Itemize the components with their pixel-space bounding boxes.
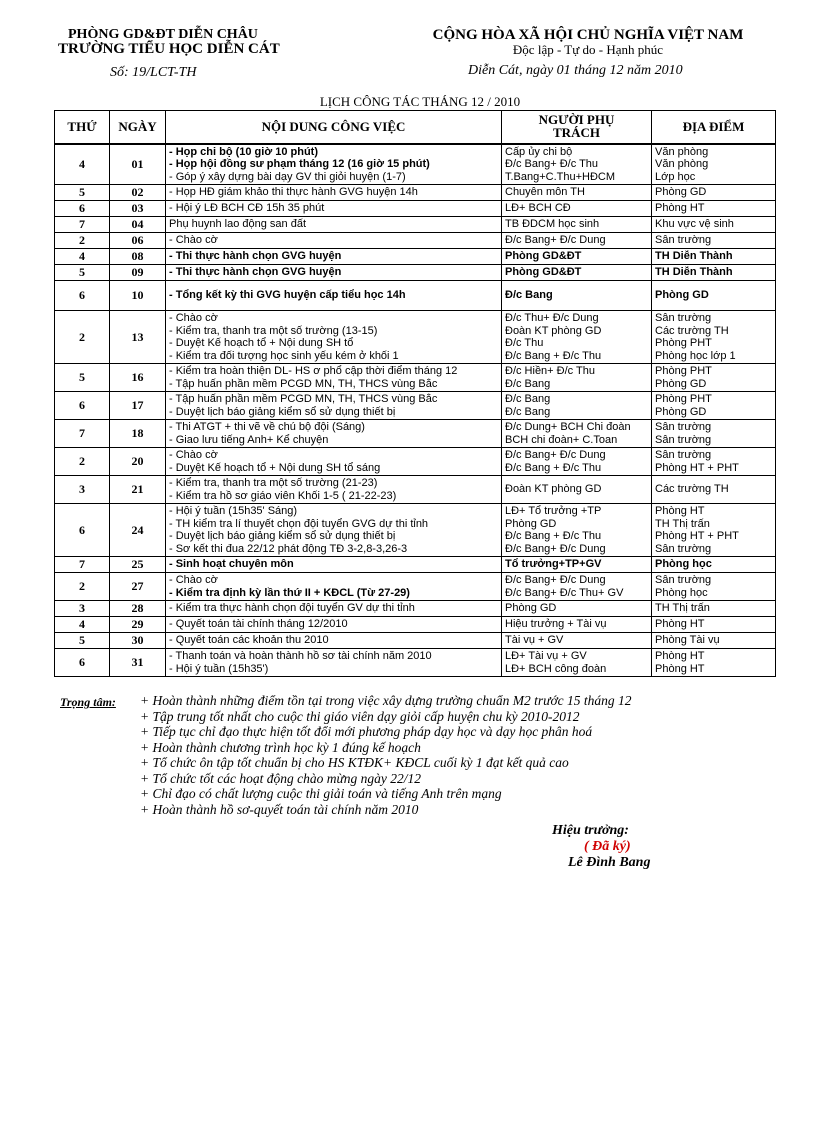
cell-ngay: 29: [110, 617, 166, 633]
cell-thu: 5: [55, 265, 110, 281]
cell-nd: [166, 311, 502, 364]
col-header-ngay: NGÀY: [110, 111, 166, 145]
cell-line: Đ/c Bang+ Đ/c Thu: [505, 158, 599, 171]
cell-line: Chuyên môn TH: [505, 186, 585, 199]
cell-line: - Tổng kết kỳ thi GVG huyện cấp tiểu học 14h: [169, 289, 406, 302]
cell-line: Đ/c Bang+ Đ/c Dung: [505, 574, 606, 586]
cell-nd: [166, 476, 502, 504]
focus-item: + Hoàn thành hồ sơ-quyết toán tài chính năm 2010: [140, 801, 419, 817]
cell-line: - Tập huấn phần mềm PCGD MN, TH, THCS vùng Bắc: [169, 393, 438, 405]
focus-item: + Hoàn thành chương trình học kỳ 1 đúng kế hoạch: [140, 739, 421, 755]
cell-ng: [502, 448, 652, 476]
cell-dd: [652, 144, 776, 185]
cell-line: - Họp hội đồng sư phạm tháng 12 (16 giờ 15 phút): [169, 158, 430, 171]
cell-dd: [652, 420, 776, 448]
cell-line: - Kiểm tra, thanh tra một số trường (21-23): [169, 477, 378, 489]
cell-thu: 6: [55, 201, 110, 217]
schedule-table: [54, 110, 776, 677]
focus-label: Trọng tâm:: [60, 695, 116, 709]
cell-line: - Thanh toán và hoàn thành hồ sơ tài chính năm 2010: [169, 650, 432, 662]
cell-ng: [502, 217, 652, 233]
cell-line: Đ/c Bang: [505, 289, 553, 302]
cell-ng: [502, 633, 652, 649]
cell-line: Sân trường: [655, 449, 712, 461]
cell-dd: [652, 504, 776, 557]
focus-item: + Tổ chức tốt các hoạt động chào mừng ngày 22/12: [140, 770, 422, 786]
cell-ng: [502, 185, 652, 201]
cell-ngay: 03: [110, 201, 166, 217]
cell-line: Phòng GD&ĐT: [505, 266, 582, 279]
cell-line: - Sinh hoạt chuyên môn: [169, 558, 294, 571]
cell-line: - Thi ATGT + thi vẽ về chú bộ đội (Sáng): [169, 421, 365, 433]
cell-line: LĐ+ BCH CĐ: [505, 202, 571, 215]
cell-ng: [502, 233, 652, 249]
cell-line: Phòng HT + PHT: [655, 530, 739, 542]
cell-thu: 3: [55, 476, 110, 504]
cell-dd: [652, 233, 776, 249]
cell-thu: 6: [55, 392, 110, 420]
cell-nd: [166, 217, 502, 233]
cell-line: Các trường TH: [655, 324, 729, 337]
cell-line: LĐ+ Tổ trưởng +TP: [505, 505, 602, 517]
cell-dd: [652, 649, 776, 677]
cell-thu: 3: [55, 601, 110, 617]
cell-line: - Họp HĐ giám khảo thi thực hành GVG huyện 14h: [169, 186, 418, 199]
cell-line: - Quyết toán các khoản thu 2010: [169, 634, 329, 647]
cell-dd: [652, 311, 776, 364]
table-row: [55, 649, 776, 677]
cell-dd: [652, 185, 776, 201]
cell-line: - Góp ý xây dựng bài dạy GV thi giỏi huyện (1-7): [169, 170, 406, 183]
table-row: [55, 504, 776, 557]
cell-ng: [502, 601, 652, 617]
cell-line: - Kiểm tra hoàn thiện DL- HS ơ phổ cập thời điểm tháng 12: [169, 365, 458, 377]
cell-line: Phòng HT + PHT: [655, 461, 739, 474]
table-row: [55, 281, 776, 311]
cell-line: Đ/c Bang+ Đ/c Dung: [505, 234, 606, 247]
cell-line: Phòng GD: [655, 405, 707, 418]
cell-ng: [502, 201, 652, 217]
cell-ng: [502, 476, 652, 504]
cell-line: - Thi thực hành chọn GVG huyện: [169, 266, 342, 279]
cell-nd: [166, 201, 502, 217]
cell-line: Sân trường: [655, 433, 712, 446]
cell-dd: [652, 573, 776, 601]
cell-thu: 5: [55, 364, 110, 392]
motto: Độc lập - Tự do - Hạnh phúc: [512, 42, 664, 57]
cell-thu: 6: [55, 649, 110, 677]
cell-line: Đ/c Bang+ Đ/c Dung: [505, 449, 606, 461]
cell-ngay: 02: [110, 185, 166, 201]
cell-ngay: 21: [110, 476, 166, 504]
cell-ngay: 10: [110, 281, 166, 311]
cell-dd: [652, 633, 776, 649]
page-title: LỊCH CÔNG TÁC THÁNG 12 / 2010: [319, 94, 521, 109]
signature-signed: ( Đã ký): [584, 839, 631, 854]
cell-line: Đ/c Bang + Đ/c Thu: [505, 530, 602, 542]
cell-dd: [652, 217, 776, 233]
cell-line: Phòng HT: [655, 202, 705, 215]
cell-ngay: 27: [110, 573, 166, 601]
cell-line: - Duyệt lịch báo giảng kiểm sổ sử dụng thiết bị: [169, 405, 396, 418]
cell-line: - Kiểm tra, thanh tra một số trường (13-15): [169, 324, 378, 337]
cell-line: Sân trường: [655, 234, 712, 247]
focus-item: + Tổ chức ôn tập tốt chuẩn bị cho HS KTĐK+ KĐCL cuối kỳ 1 đạt kết quả cao: [140, 755, 569, 770]
cell-nd: [166, 557, 502, 573]
cell-ngay: 04: [110, 217, 166, 233]
table-row: [55, 144, 776, 185]
cell-line: Phòng HT: [655, 662, 705, 675]
cell-line: - Hội ý LĐ BCH CĐ 15h 35 phút: [169, 202, 325, 215]
cell-ngay: 06: [110, 233, 166, 249]
cell-line: Phòng PHT: [655, 337, 712, 349]
cell-line: Phòng HT: [655, 618, 705, 631]
cell-nd: [166, 265, 502, 281]
cell-line: Đ/c Bang: [505, 405, 551, 418]
focus-item: + Hoàn thành những điểm tồn tại trong việc xây dựng trường chuẩn M2 trước 15 tháng 12: [140, 693, 632, 708]
cell-line: Đ/c Thu: [505, 337, 544, 349]
cell-line: - Hội ý tuần (15h35'): [169, 662, 269, 675]
table-row: [55, 420, 776, 448]
cell-thu: 7: [55, 217, 110, 233]
cell-line: LĐ+ BCH công đoàn: [505, 662, 607, 675]
cell-line: TH Diễn Thành: [655, 250, 733, 263]
cell-line: - Tập huấn phần mềm PCGD MN, TH, THCS vùng Bắc: [169, 377, 438, 390]
cell-nd: [166, 448, 502, 476]
cell-ngay: 13: [110, 311, 166, 364]
doc-number: Số: 19/LCT-TH: [110, 65, 197, 80]
cell-thu: 4: [55, 249, 110, 265]
nation-title: CỘNG HÒA XÃ HỘI CHỦ NGHĨA VIỆT NAM: [432, 27, 744, 43]
cell-line: Tổ trưởng+TP+GV: [505, 558, 602, 571]
cell-line: Đ/c Hiền+ Đ/c Thu: [505, 365, 595, 377]
col-header-noi-dung: NỘI DUNG CÔNG VIỆC: [166, 111, 502, 145]
cell-line: - Kiểm tra thực hành chọn đội tuyển GV dự thi tỉnh: [169, 602, 415, 615]
cell-line: Phòng GD: [655, 289, 709, 302]
cell-ngay: 08: [110, 249, 166, 265]
cell-ngay: 01: [110, 144, 166, 185]
cell-dd: [652, 201, 776, 217]
cell-line: Phòng GD: [505, 517, 557, 530]
cell-line: Phòng PHT: [655, 393, 712, 405]
table-row: [55, 249, 776, 265]
cell-line: Đ/c Bang + Đ/c Thu: [505, 461, 602, 474]
cell-line: T.Bang+C.Thu+HĐCM: [505, 170, 616, 183]
focus-list: [140, 693, 632, 817]
cell-nd: [166, 649, 502, 677]
cell-thu: 7: [55, 557, 110, 573]
cell-ng: [502, 617, 652, 633]
cell-line: Đ/c Bang + Đ/c Thu: [505, 349, 602, 362]
cell-line: Sân trường: [655, 542, 712, 555]
cell-thu: 7: [55, 420, 110, 448]
cell-nd: [166, 601, 502, 617]
cell-thu: 5: [55, 633, 110, 649]
cell-line: Đ/c Dung+ BCH Chi đoàn: [505, 421, 631, 433]
table-row: [55, 557, 776, 573]
cell-nd: [166, 504, 502, 557]
table-row: [55, 311, 776, 364]
table-row: [55, 265, 776, 281]
cell-line: - Quyết toán tài chính tháng 12/2010: [169, 618, 348, 631]
table-row: [55, 617, 776, 633]
header-right: [398, 28, 778, 79]
cell-line: Sân trường: [655, 421, 712, 433]
cell-dd: [652, 281, 776, 311]
cell-nd: [166, 233, 502, 249]
cell-line: Phòng GD&ĐT: [505, 250, 582, 263]
table-row: [55, 392, 776, 420]
signature-name: Lê Đình Bang: [568, 855, 651, 870]
cell-line: Khu vực vệ sinh: [655, 218, 734, 231]
cell-thu: 5: [55, 185, 110, 201]
cell-line: Đ/c Bang: [505, 393, 551, 405]
cell-line: Phụ huynh lao động san đất: [169, 218, 307, 231]
cell-thu: 4: [55, 144, 110, 185]
cell-ng: [502, 573, 652, 601]
table-row: [55, 233, 776, 249]
cell-line: - TH kiểm tra lí thuyết chọn đội tuyển GVG dự thi tỉnh: [169, 517, 429, 530]
cell-line: Phòng GD: [655, 377, 707, 390]
cell-nd: [166, 144, 502, 185]
cell-nd: [166, 573, 502, 601]
cell-line: - Kiểm tra hồ sơ giáo viên Khối 1-5 ( 21-22-23): [169, 489, 397, 502]
cell-thu: 2: [55, 311, 110, 364]
cell-line: Phòng HT: [655, 505, 705, 517]
cell-ng: [502, 311, 652, 364]
focus-item: + Tiếp tục chỉ đạo thực hiện tốt đổi mới phương pháp dạy học và dạy học phân hoá: [140, 724, 593, 739]
cell-line: Sân trường: [655, 574, 712, 586]
cell-ngay: 16: [110, 364, 166, 392]
cell-ngay: 18: [110, 420, 166, 448]
cell-line: TB ĐDCM học sinh: [505, 218, 600, 231]
cell-dd: [652, 249, 776, 265]
cell-nd: [166, 633, 502, 649]
cell-line: - Chào cờ: [169, 449, 218, 461]
cell-line: Phòng Tài vụ: [655, 634, 720, 647]
cell-nd: [166, 249, 502, 265]
cell-ngay: 09: [110, 265, 166, 281]
cell-line: - Hội ý tuần (15h35' Sáng): [169, 505, 298, 517]
cell-line: - Chào cờ: [169, 234, 218, 247]
header-left: [58, 28, 348, 81]
cell-line: - Thi thực hành chọn GVG huyện: [169, 250, 342, 263]
cell-dd: [652, 476, 776, 504]
cell-ng: [502, 144, 652, 185]
table-row: [55, 185, 776, 201]
col-header-thu: THỨ: [55, 111, 110, 145]
cell-dd: [652, 557, 776, 573]
cell-line: Phòng PHT: [655, 365, 712, 377]
table-row: [55, 364, 776, 392]
cell-ngay: 31: [110, 649, 166, 677]
cell-line: Lớp học: [655, 170, 696, 183]
cell-nd: [166, 617, 502, 633]
table-header-row: [55, 111, 776, 145]
cell-line: Đ/c Bang+ Đ/c Thu+ GV: [505, 586, 624, 599]
cell-line: LĐ+ Tài vụ + GV: [505, 650, 587, 662]
cell-line: Đoàn KT phòng GD: [505, 483, 602, 496]
cell-line: - Chào cờ: [169, 312, 218, 324]
cell-line: - Họp chi bộ (10 giờ 10 phút): [169, 145, 318, 158]
cell-ng: [502, 281, 652, 311]
cell-line: - Duyệt Kế hoạch tổ + Nội dung SH tổ: [169, 337, 354, 349]
cell-thu: 2: [55, 233, 110, 249]
cell-line: TH Thị trấn: [655, 517, 710, 530]
cell-line: - Duyệt Kế hoạch tổ + Nội dung SH tổ sáng: [169, 461, 381, 474]
cell-ngay: 28: [110, 601, 166, 617]
signature-block: [540, 823, 650, 871]
table-row: [55, 201, 776, 217]
cell-line: BCH chi đoàn+ C.Toan: [505, 433, 618, 446]
cell-dd: [652, 617, 776, 633]
cell-ngay: 17: [110, 392, 166, 420]
org-line2: TRƯỜNG TIỂU HỌC DIỄN CÁT: [58, 41, 280, 57]
cell-ng: [502, 364, 652, 392]
table-row: [55, 217, 776, 233]
cell-nd: [166, 281, 502, 311]
focus-item: + Tập trung tốt nhất cho cuộc thi giáo viên dạy giỏi cấp huyện chu kỳ 2010-2012: [140, 708, 580, 724]
cell-line: Các trường TH: [655, 483, 729, 496]
cell-ng: [502, 557, 652, 573]
cell-dd: [652, 392, 776, 420]
cell-ng: [502, 249, 652, 265]
cell-line: Đ/c Bang+ Đ/c Dung: [505, 542, 606, 555]
cell-line: - Kiểm tra định kỳ lần thứ II + KĐCL (Từ 27-29): [169, 586, 410, 599]
cell-line: TH Diễn Thành: [655, 266, 733, 279]
cell-line: Phòng học lớp 1: [655, 349, 736, 362]
cell-line: TH Thị trấn: [655, 602, 710, 615]
cell-line: Sân trường: [655, 312, 712, 324]
table-row: [55, 573, 776, 601]
signature-title: Hiệu trưởng:: [552, 823, 629, 838]
cell-dd: [652, 265, 776, 281]
cell-line: Đoàn KT phòng GD: [505, 324, 602, 337]
cell-line: - Giao lưu tiếng Anh+ Kể chuyện: [169, 433, 329, 446]
cell-ngay: 30: [110, 633, 166, 649]
cell-dd: [652, 601, 776, 617]
cell-nd: [166, 185, 502, 201]
cell-line: Phòng học: [655, 586, 708, 599]
cell-dd: [652, 364, 776, 392]
table-row: [55, 476, 776, 504]
date-line: Diễn Cát, ngày 01 tháng 12 năm 2010: [468, 63, 683, 78]
cell-nd: [166, 392, 502, 420]
cell-ng: [502, 265, 652, 281]
cell-line: Phòng GD: [655, 186, 707, 199]
cell-line: Phòng GD: [505, 602, 557, 615]
focus-item: + Chỉ đạo có chất lượng cuộc thi giải toán và tiếng Anh trên mạng: [140, 786, 502, 801]
cell-thu: 6: [55, 504, 110, 557]
cell-dd: [652, 448, 776, 476]
cell-line: - Sơ kết thi đua 22/12 phát động TĐ 3-2,8-3,26-3: [169, 542, 408, 555]
cell-line: - Chào cờ: [169, 574, 218, 586]
cell-ng: [502, 392, 652, 420]
cell-line: - Duyệt lịch báo giảng kiểm sổ sử dụng thiết bị: [169, 530, 396, 542]
cell-line: Văn phòng: [655, 145, 709, 158]
org-line1: PHÒNG GD&ĐT DIỄN CHÂU: [68, 27, 258, 42]
cell-line: Tài vụ + GV: [505, 634, 564, 647]
table-row: [55, 633, 776, 649]
cell-ngay: 25: [110, 557, 166, 573]
cell-thu: 2: [55, 573, 110, 601]
col-header-nguoi-phu-trach: NGƯỜI PHỤ TRÁCH: [502, 111, 652, 145]
cell-thu: 6: [55, 281, 110, 311]
cell-nd: [166, 420, 502, 448]
cell-ngay: 24: [110, 504, 166, 557]
cell-ng: [502, 504, 652, 557]
cell-ng: [502, 649, 652, 677]
cell-nd: [166, 364, 502, 392]
cell-line: - Kiểm tra đối tượng học sinh yếu kém ở khối 1: [169, 349, 399, 362]
cell-line: Văn phòng: [655, 158, 709, 171]
col-header-dia-diem: ĐỊA ĐIỂM: [652, 111, 776, 145]
cell-line: Phòng học: [655, 558, 712, 571]
cell-line: Hiệu trưởng + Tài vụ: [505, 618, 607, 631]
cell-thu: 2: [55, 448, 110, 476]
cell-ngay: 20: [110, 448, 166, 476]
cell-thu: 4: [55, 617, 110, 633]
cell-line: Đ/c Thu+ Đ/c Dung: [505, 312, 599, 324]
cell-line: Phòng HT: [655, 650, 705, 662]
table-row: [55, 601, 776, 617]
cell-ng: [502, 420, 652, 448]
table-row: [55, 448, 776, 476]
cell-line: Cấp ủy chi bộ: [505, 145, 573, 158]
cell-line: Đ/c Bang: [505, 377, 551, 390]
